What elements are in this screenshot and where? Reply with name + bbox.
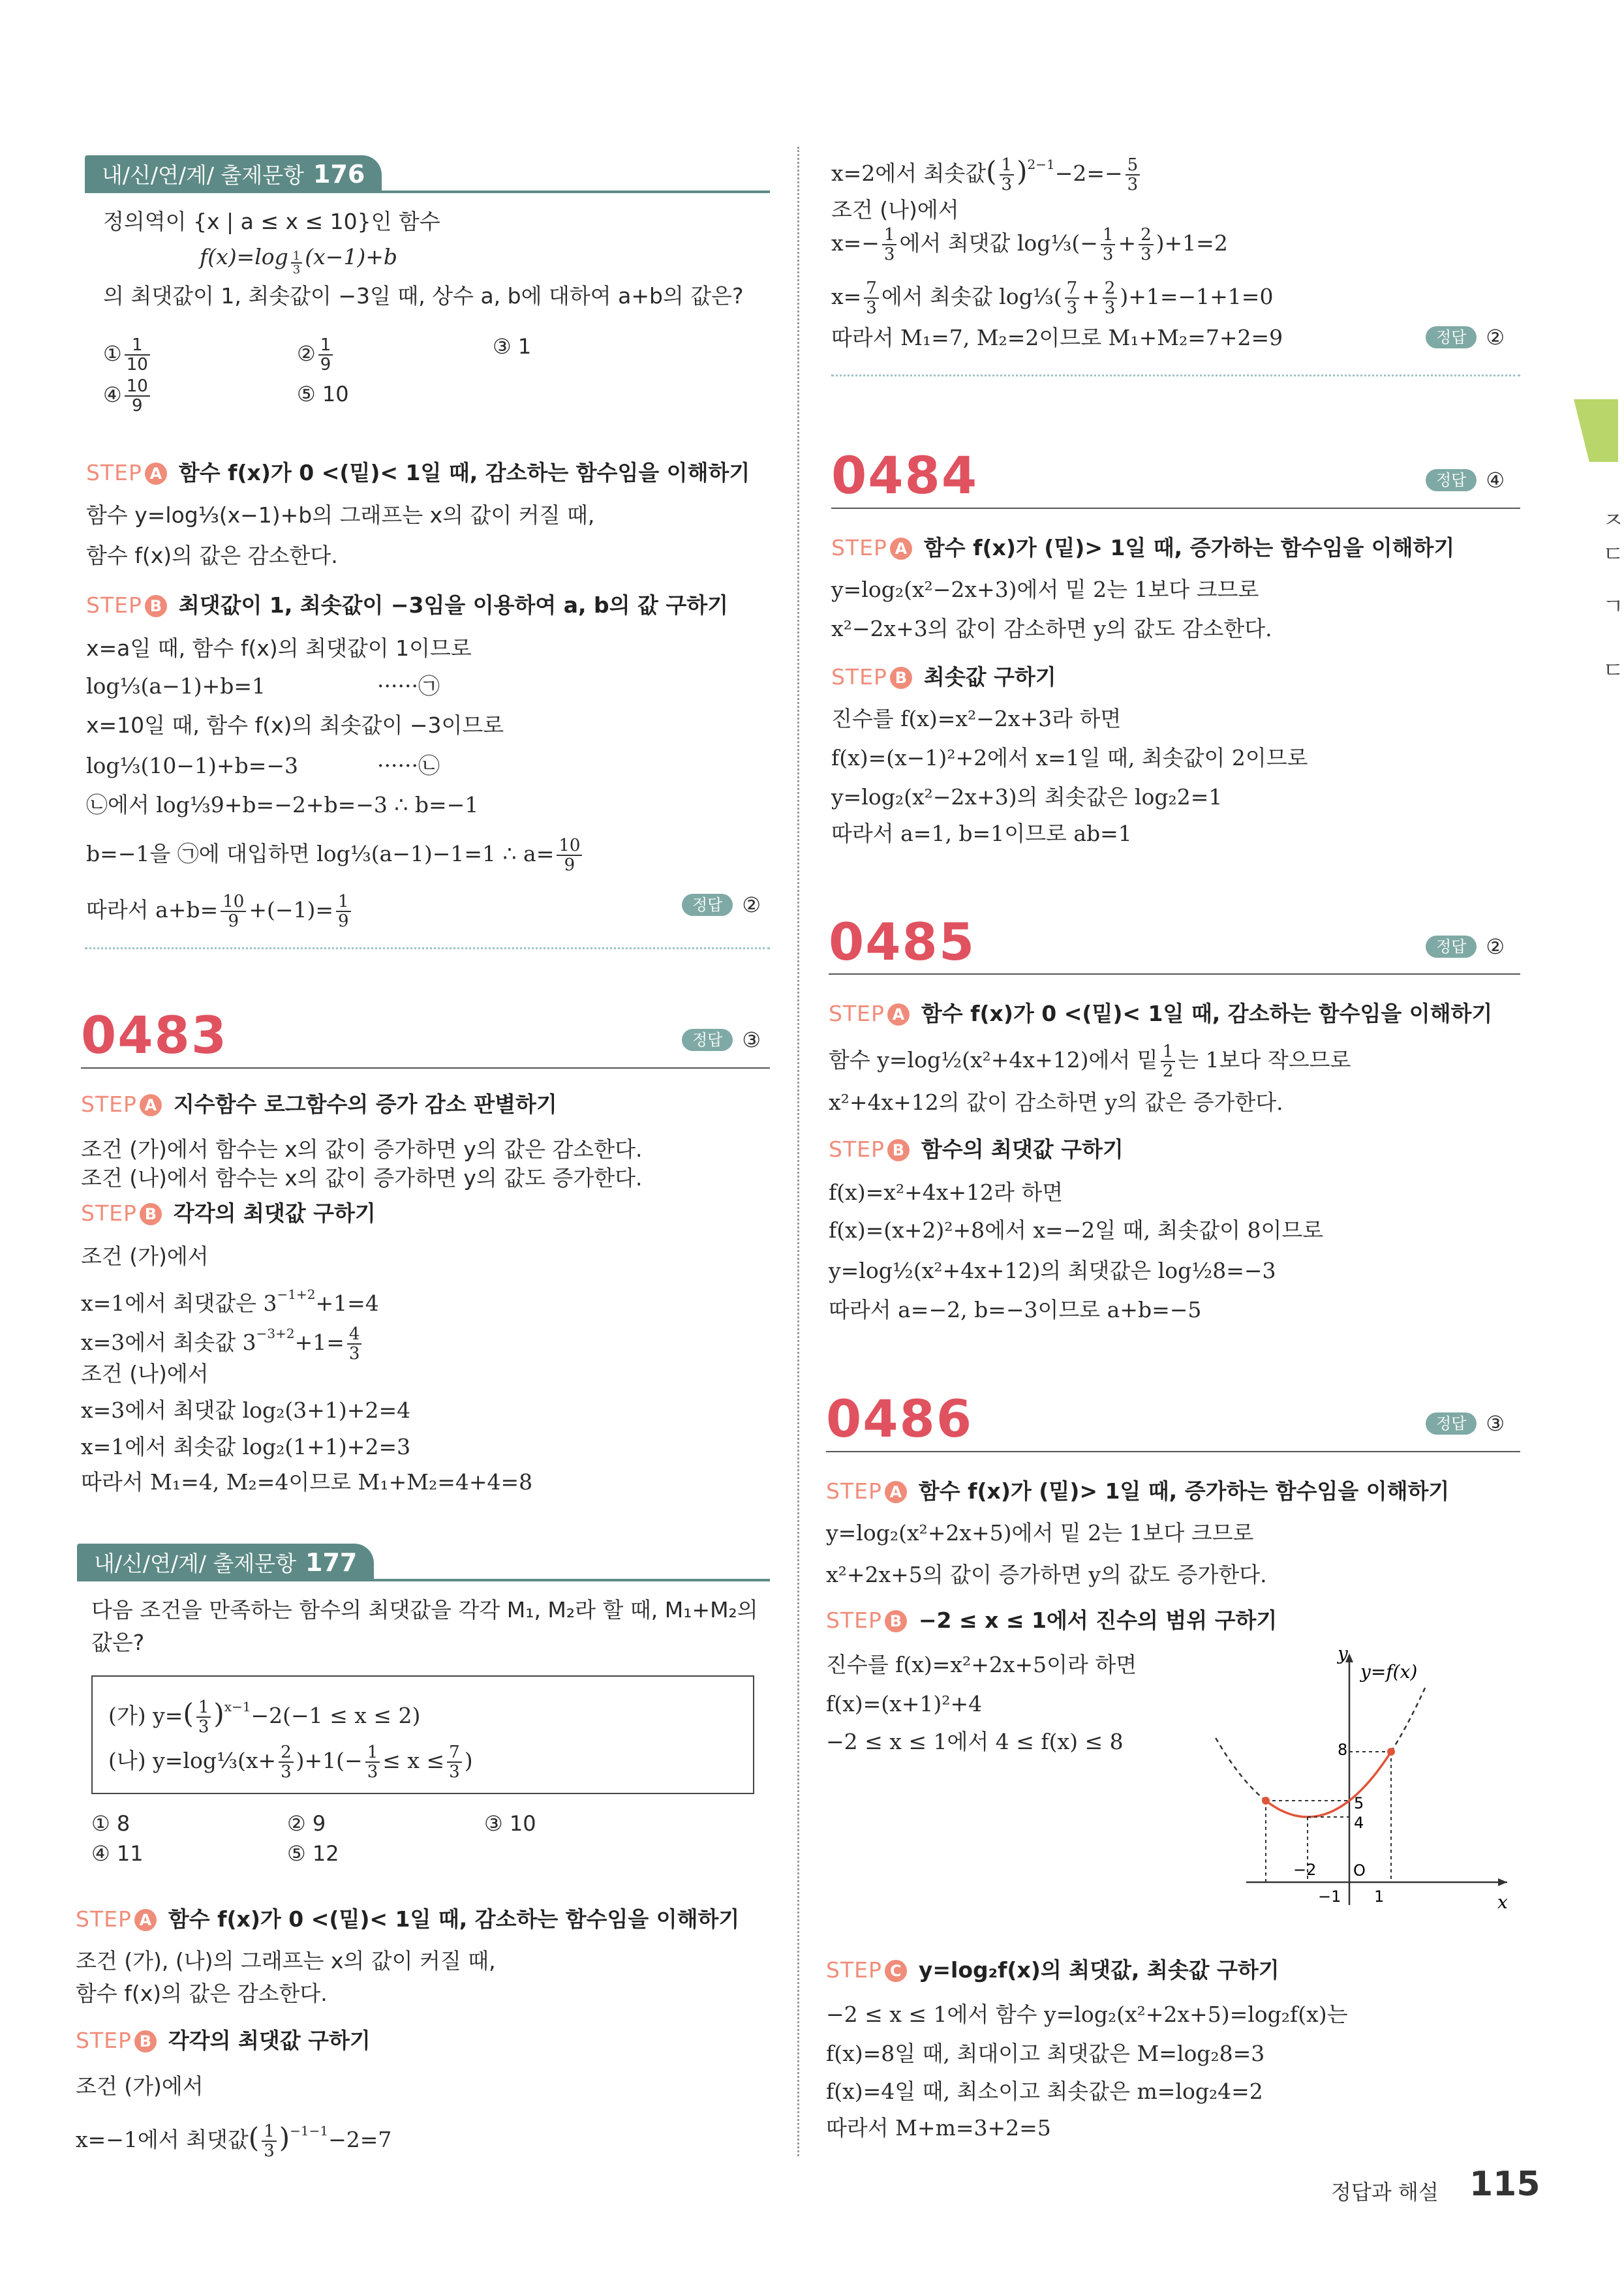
solution-line: f(x)=8일 때, 최대이고 최댓값은 M=log₂8=3 — [826, 2041, 1265, 2066]
solution-line: x=10일 때, 함수 f(x)의 최솟값이 −3이므로 — [86, 712, 504, 738]
final-line: 따라서 a+b= $\frac{10}{9}$ +(−1)= $\frac{1}{9}$ — [86, 892, 354, 930]
solution-line: 조건 (가)에서 — [76, 2073, 204, 2099]
tick-label-y-4: 4 — [1354, 1814, 1364, 1832]
number-rule — [826, 1451, 1520, 1452]
answer-badge: 정답 ② — [1426, 934, 1505, 959]
step-a-heading: STEP A 함수 f(x)가 0 <(밑)< 1일 때, 감소하는 함수임을 이해하기 — [86, 460, 750, 485]
problem-number: 0484 — [831, 447, 979, 506]
step-a-heading: STEP A 함수 f(x)가 0 <(밑)< 1일 때, 감소하는 함수임을 이해하기 — [829, 1001, 1493, 1026]
question-text: 정의역이 {x | a ≤ x ≤ 10}인 함수 — [103, 209, 440, 234]
solution-line: y=log₂(x²+2x+5)에서 밑 2는 1보다 크므로 — [826, 1520, 1254, 1546]
final-line: 따라서 M₁=7, M₂=2이므로 M₁+M₂=7+2=9 — [831, 325, 1283, 350]
page-number: 115 — [1469, 2165, 1540, 2204]
solution-line: 조건 (나)에서 함수는 x의 값이 증가하면 y의 값도 증가한다. — [81, 1165, 643, 1191]
step-a-heading: STEP A 함수 f(x)가 (밑)> 1일 때, 증가하는 함수임을 이해하기 — [831, 535, 1455, 560]
equation-line: x=1에서 최솟값 log₂(1+1)+2=3 — [81, 1434, 411, 1459]
choice-2[interactable]: ② $\frac{1}{9}$ — [297, 336, 335, 374]
parabola-graph — [1240, 1644, 1514, 1912]
header-rule — [325, 1579, 770, 1581]
final-line: 따라서 M+m=3+2=5 — [826, 2115, 1051, 2141]
side-text: ㄷ — [1602, 658, 1624, 684]
problem-tag: 내/신/연/계/ 출제문항 176 — [85, 155, 382, 193]
problem-number: 0483 — [81, 1007, 228, 1065]
choice-1[interactable]: ① $\frac{1}{10}$ — [103, 336, 153, 374]
solution-line: 함수 f(x)의 값은 감소한다. — [76, 1981, 328, 2006]
step-b-heading: STEP B −2 ≤ x ≤ 1에서 진수의 범위 구하기 — [826, 1608, 1278, 1633]
step-b-heading: STEP B 함수의 최댓값 구하기 — [829, 1136, 1124, 1162]
equation-line: x=− $\frac{1}{3}$ 에서 최댓값 log⅓(− $\frac{1}{3}$ + $\frac{2}{3}$ )+1=2 — [831, 225, 1228, 264]
answer-badge: 정답 ③ — [1426, 1411, 1505, 1436]
condition-ga: (가) y=( $\frac{1}{3}$ )$^{x-1}$−2(−1 ≤ x ≤ 2) — [108, 1698, 421, 1737]
side-text: ㄷ — [1602, 541, 1624, 568]
solution-line: 진수를 f(x)=x²−2x+3라 하면 — [831, 706, 1122, 731]
solution-line: x²−2x+3의 값이 감소하면 y의 값도 감소한다. — [831, 616, 1272, 641]
solution-line: 진수를 f(x)=x²+2x+5이라 하면 — [826, 1652, 1137, 1677]
tick-label-y-5: 5 — [1354, 1794, 1364, 1812]
choice-4[interactable]: ④ $\frac{10}{9}$ — [103, 377, 153, 415]
choice-5[interactable]: ⑤ 10 — [297, 382, 349, 406]
endpoint-right — [1387, 1748, 1395, 1756]
final-line: 따라서 M₁=4, M₂=4이므로 M₁+M₂=4+4=8 — [81, 1469, 533, 1495]
solution-line: x=a일 때, 함수 f(x)의 최댓값이 1이므로 — [86, 635, 472, 661]
problem-176-header — [85, 155, 770, 193]
guide-lines — [1266, 1752, 1391, 1882]
solution-line: 조건 (가), (나)의 그래프는 x의 값이 커질 때, — [76, 1948, 496, 1974]
solution-line: y=log½(x²+4x+12)의 최댓값은 log½8=−3 — [829, 1258, 1276, 1283]
condition-na: (나) y=log⅓(x+ $\frac{2}{3}$ )+1(− $\frac{1}{3}$ ≤ x ≤ $\frac{7}{3}$ ) — [108, 1743, 473, 1782]
solution-line: y=log₂(x²−2x+3)의 최솟값은 log₂2=1 — [831, 784, 1223, 810]
question-text: 의 최댓값이 1, 최솟값이 −3일 때, 상수 a, b에 대하여 a+b의 값은? — [103, 283, 744, 309]
curve-label: y=f(x) — [1360, 1661, 1418, 1683]
tick-label-y-8: 8 — [1338, 1741, 1348, 1759]
number-rule — [81, 1067, 770, 1069]
choice-3[interactable]: ③ 1 — [493, 334, 532, 359]
side-text: ㅈ — [1602, 508, 1624, 534]
equation-line: x=3에서 최댓값 log₂(3+1)+2=4 — [81, 1397, 411, 1423]
solution-line: y=log₂(x²−2x+3)에서 밑 2는 1보다 크므로 — [831, 577, 1259, 602]
solution-line: x²+4x+12의 값이 감소하면 y의 값은 증가한다. — [829, 1090, 1283, 1115]
problem-number: 0486 — [826, 1390, 973, 1449]
equation-line: x=3에서 최솟값 $3^{-3+2}+1=$ $\frac{4}{3}$ — [81, 1319, 364, 1363]
function-definition: f(x)=log $\frac{1}{3}$ (x−1)+b — [200, 244, 398, 277]
answer-badge: 정답 ③ — [682, 1028, 761, 1052]
step-a-heading: STEP A 지수함수 로그함수의 증가 감소 판별하기 — [81, 1091, 557, 1117]
step-b-heading: STEP B 각각의 최댓값 구하기 — [81, 1200, 376, 1226]
number-rule — [829, 973, 1520, 975]
solution-line: f(x)=(x+1)²+4 — [826, 1691, 983, 1716]
tick-label-x-neg2: −2 — [1293, 1861, 1317, 1879]
equation-line: x=1에서 최댓값은 $3^{-1+2}+1=4$ — [81, 1287, 379, 1316]
equation-line: log⅓(10−1)+b=−3 — [86, 753, 298, 778]
parabola-domain-part — [1266, 1752, 1391, 1817]
endpoint-left — [1262, 1797, 1270, 1805]
solution-line: −2 ≤ x ≤ 1에서 4 ≤ f(x) ≤ 8 — [826, 1729, 1124, 1754]
choice-4[interactable]: ④ 11 — [91, 1841, 144, 1866]
solution-line: x²+2x+5의 값이 증가하면 y의 값도 증가한다. — [826, 1562, 1267, 1587]
equation-line: b=−1을 ㉠에 대입하면 log⅓(a−1)−1=1 ∴ a= $\frac{10}{9}$ — [86, 836, 585, 874]
x-axis-arrow — [1498, 1878, 1507, 1886]
tick-label-x-neg1: −1 — [1318, 1887, 1341, 1906]
solution-line: f(x)=(x+2)²+8에서 x=−2일 때, 최솟값이 8이므로 — [829, 1217, 1324, 1243]
footer-label: 정답과 해설 — [1331, 2180, 1439, 2204]
choice-5[interactable]: ⑤ 12 — [287, 1841, 339, 1866]
header-rule — [333, 191, 770, 193]
equation-line: log⅓(a−1)+b=1 — [86, 673, 266, 699]
step-b-heading: STEP B 각각의 최댓값 구하기 — [76, 2028, 371, 2053]
section-separator — [831, 374, 1520, 376]
parabola-dashed-part — [1216, 1685, 1426, 1799]
answer-badge: 정답 ② — [682, 892, 761, 917]
choice-1[interactable]: ① 8 — [91, 1811, 130, 1836]
equation-line: x=−1에서 최댓값( $\frac{1}{3}$ )$^{-1-1}$−2=7 — [76, 2122, 392, 2161]
solution-line: 함수 f(x)의 값은 감소한다. — [86, 543, 338, 568]
choice-2[interactable]: ② 9 — [287, 1811, 326, 1836]
step-b-heading: STEP B 최솟값 구하기 — [831, 664, 1056, 690]
solution-line: f(x)=4일 때, 최소이고 최솟값은 m=log₂4=2 — [826, 2079, 1263, 2104]
solution-line: 조건 (가)에서 — [81, 1243, 209, 1269]
final-line: 따라서 a=−2, b=−3이므로 a+b=−5 — [829, 1297, 1202, 1322]
x-axis-label: x — [1497, 1891, 1508, 1913]
equation-marker: ······㉡ — [377, 753, 440, 778]
problem-number: 0485 — [829, 913, 976, 972]
origin-label: O — [1353, 1861, 1366, 1880]
solution-line: −2 ≤ x ≤ 1에서 함수 y=log₂(x²+2x+5)=log₂f(x)는 — [826, 2002, 1348, 2027]
final-line: 따라서 a=1, b=1이므로 ab=1 — [831, 821, 1132, 846]
answer-badge: 정답 ② — [1426, 325, 1505, 350]
side-text: ㄱ — [1602, 594, 1624, 620]
solution-line: 조건 (나)에서 — [81, 1361, 209, 1386]
y-axis-label: y — [1338, 1643, 1348, 1664]
chapter-side-tab — [1574, 399, 1618, 462]
equation-line: ㉡에서 log⅓9+b=−2+b=−3 ∴ b=−1 — [86, 792, 479, 817]
equation-line: x= $\frac{7}{3}$ 에서 최솟값 log⅓( $\frac{7}{3}$ + $\frac{2}{3}$ )+1=−1+1=0 — [831, 279, 1274, 318]
step-b-heading: STEP B 최댓값이 1, 최솟값이 −3임을 이용하여 a, b의 값 구하기 — [86, 592, 728, 618]
step-a-heading: STEP A 함수 f(x)가 (밑)> 1일 때, 증가하는 함수임을 이해하기 — [826, 1478, 1450, 1504]
choice-3[interactable]: ③ 10 — [484, 1811, 536, 1836]
solution-line: 함수 y=log⅓(x−1)+b의 그래프는 x의 값이 커질 때, — [86, 502, 595, 528]
problem-177-header — [77, 1544, 770, 1581]
step-a-heading: STEP A 함수 f(x)가 0 <(밑)< 1일 때, 감소하는 함수임을 이해하기 — [76, 1906, 740, 1932]
section-separator — [85, 947, 770, 949]
step-c-heading: STEP C y=log₂f(x)의 최댓값, 최솟값 구하기 — [826, 1957, 1279, 1983]
solution-line: 조건 (가)에서 함수는 x의 값이 증가하면 y의 값은 감소한다. — [81, 1136, 643, 1162]
solution-line: 함수 y=log½(x²+4x+12)에서 밑 $\frac{1}{2}$ 는 1보다 작으므로 — [829, 1042, 1351, 1081]
number-rule — [831, 508, 1520, 509]
solution-line: 조건 (나)에서 — [831, 197, 959, 222]
tick-label-x-1: 1 — [1374, 1887, 1385, 1906]
question-text: 다음 조건을 만족하는 함수의 최댓값을 각각 M₁, M₂라 할 때, M₁+M₂의 — [91, 1597, 758, 1623]
solution-line: f(x)=(x−1)²+2에서 x=1일 때, 최솟값이 2이므로 — [831, 745, 1308, 770]
answer-badge: 정답 ④ — [1426, 468, 1505, 493]
equation-line: x=2에서 최솟값( $\frac{1}{3}$ )$^{2-1}$−2=− $\frac{5}{3}$ — [831, 150, 1142, 194]
equation-marker: ······㉠ — [377, 673, 440, 699]
question-text: 값은? — [91, 1630, 145, 1655]
solution-line: f(x)=x²+4x+12라 하면 — [829, 1180, 1064, 1205]
problem-tag: 내/신/연/계/ 출제문항 177 — [77, 1544, 374, 1581]
column-divider — [797, 147, 799, 2156]
